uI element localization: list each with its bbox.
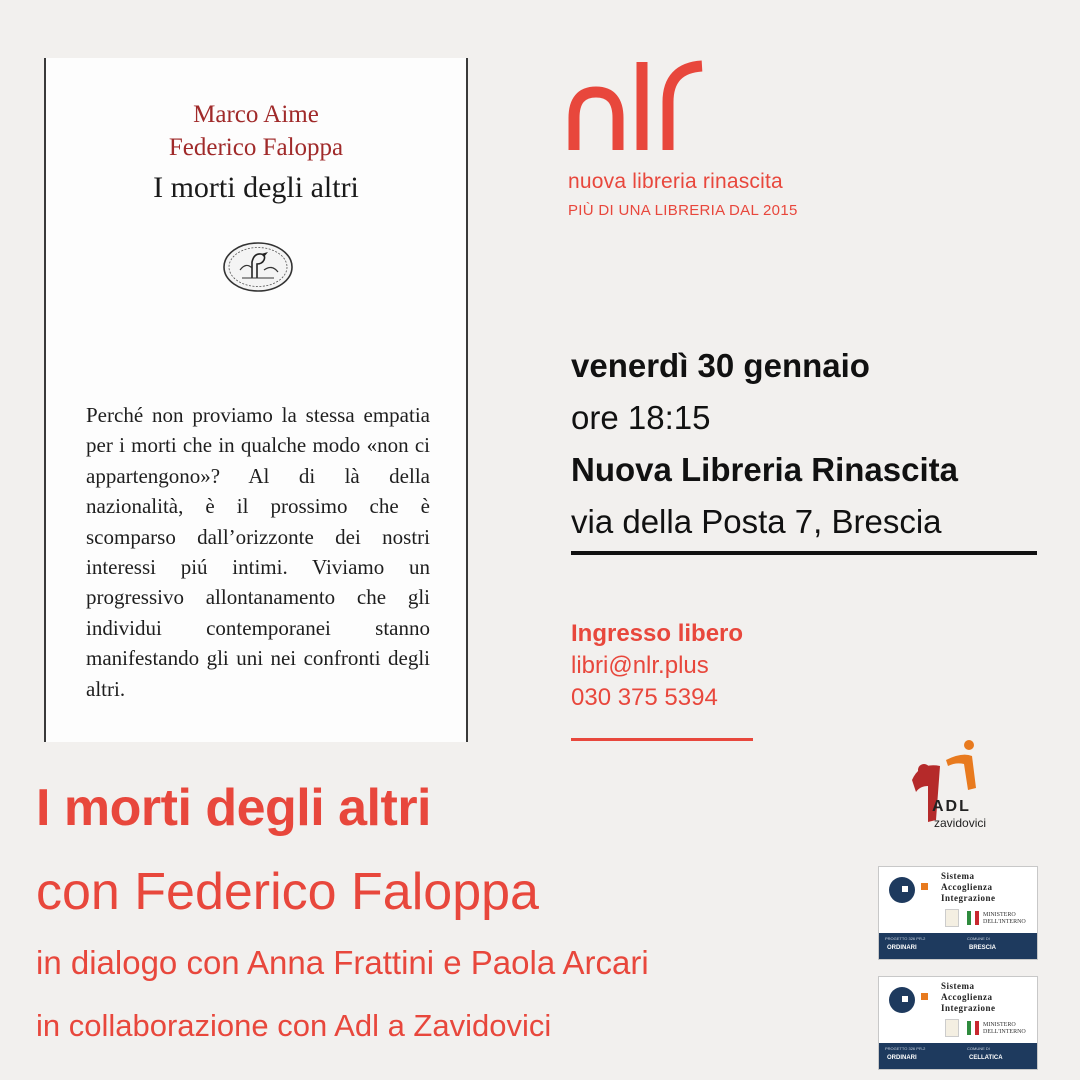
publisher-emblem-icon xyxy=(222,240,294,294)
logo-name: nuova libreria rinascita xyxy=(568,170,783,193)
contact-phone[interactable]: 030 375 5394 xyxy=(571,684,718,711)
book-cover xyxy=(44,58,468,742)
sai-badge-cellatica xyxy=(878,976,1038,1070)
book-blurb: Perché non proviamo la stessa empatia per i morti che in qualche modo «non ci appartengono»? Al di là della nazionalità, è il prossimo che è scomparso dall’orizzonte dei nostri interessi piú intimi. Viviamo un progressivo allontanamento che gli individui contemporanei stanno manifestando gli uni nei confronti degli altri. xyxy=(86,403,430,701)
ministry-line: DELL'INTERNO xyxy=(983,919,1026,925)
sai-label-right: COMUNE DI xyxy=(967,936,990,941)
ministry-line: DELL'INTERNO xyxy=(983,1029,1026,1035)
sai-value-left: ORDINARI xyxy=(887,945,917,951)
sai-label-right: COMUNE DI xyxy=(967,1046,990,1051)
entry-note: Ingresso libero xyxy=(571,620,744,647)
sai-badge-header xyxy=(879,867,1037,937)
sai-name xyxy=(941,871,996,904)
sai-value-left: ORDINARI xyxy=(887,1055,917,1061)
book-author-2: Federico Faloppa xyxy=(168,134,344,161)
sai-name-line: Integrazione xyxy=(941,1003,996,1013)
contact-email[interactable]: libri@nlr.plus xyxy=(571,652,709,679)
book-author-1: Marco Aime xyxy=(193,101,319,128)
sai-badge-footer xyxy=(879,1043,1037,1069)
event-info xyxy=(571,340,958,548)
sai-value-right: BRESCIA xyxy=(969,945,997,951)
ministry-line: MINISTERO xyxy=(983,912,1016,918)
italy-flag-icon xyxy=(967,1021,979,1035)
sai-crest-icon xyxy=(945,1019,959,1037)
event-time: ore 18:15 xyxy=(571,399,711,436)
sai-name-line: Sistema xyxy=(941,871,975,881)
sai-badge-footer xyxy=(879,933,1037,959)
adl-logo xyxy=(906,740,1016,832)
sai-logo-icon xyxy=(889,987,915,1013)
sai-badge-brescia xyxy=(878,866,1038,960)
sai-value-right: CELLATICA xyxy=(969,1055,1003,1061)
sai-name-line: Accoglienza xyxy=(941,882,993,892)
italy-flag-icon xyxy=(967,911,979,925)
sai-label-left: PROGETTO 326 PR-2 xyxy=(885,936,926,941)
event-date: venerdì 30 gennaio xyxy=(571,347,870,384)
sai-name xyxy=(941,981,996,1014)
adl-subtitle: zavidovici xyxy=(934,816,987,830)
headline-collab: in collaborazione con Adl a Zavidovici xyxy=(36,1008,552,1043)
adl-name: ADL xyxy=(932,798,971,815)
book-authors xyxy=(46,98,466,164)
ministry-line: MINISTERO xyxy=(983,1022,1016,1028)
sai-crest-icon xyxy=(945,909,959,927)
headline-dialogue: in dialogo con Anna Frattini e Paola Arcari xyxy=(36,944,649,981)
sai-logo-icon xyxy=(889,877,915,903)
nlr-logo-icon xyxy=(566,60,706,152)
sai-dot-icon xyxy=(921,883,928,890)
sai-name-line: Accoglienza xyxy=(941,992,993,1002)
ministry-label xyxy=(983,912,1026,926)
event-address: via della Posta 7, Brescia xyxy=(571,503,942,540)
divider-red xyxy=(571,738,753,741)
contact-info xyxy=(571,618,743,714)
event-venue: Nuova Libreria Rinascita xyxy=(571,451,958,488)
sai-name-line: Integrazione xyxy=(941,893,996,903)
sai-label-left: PROGETTO 326 PR-2 xyxy=(885,1046,926,1051)
sai-name-line: Sistema xyxy=(941,981,975,991)
book-title: I morti degli altri xyxy=(153,171,359,204)
logo-tagline: PIÙ DI UNA LIBRERIA DAL 2015 xyxy=(568,202,798,219)
sai-badge-header xyxy=(879,977,1037,1047)
divider-black xyxy=(571,551,1037,555)
ministry-label xyxy=(983,1022,1026,1036)
sai-dot-icon xyxy=(921,993,928,1000)
headline-guest: con Federico Faloppa xyxy=(36,863,539,921)
headline-title: I morti degli altri xyxy=(36,779,431,837)
